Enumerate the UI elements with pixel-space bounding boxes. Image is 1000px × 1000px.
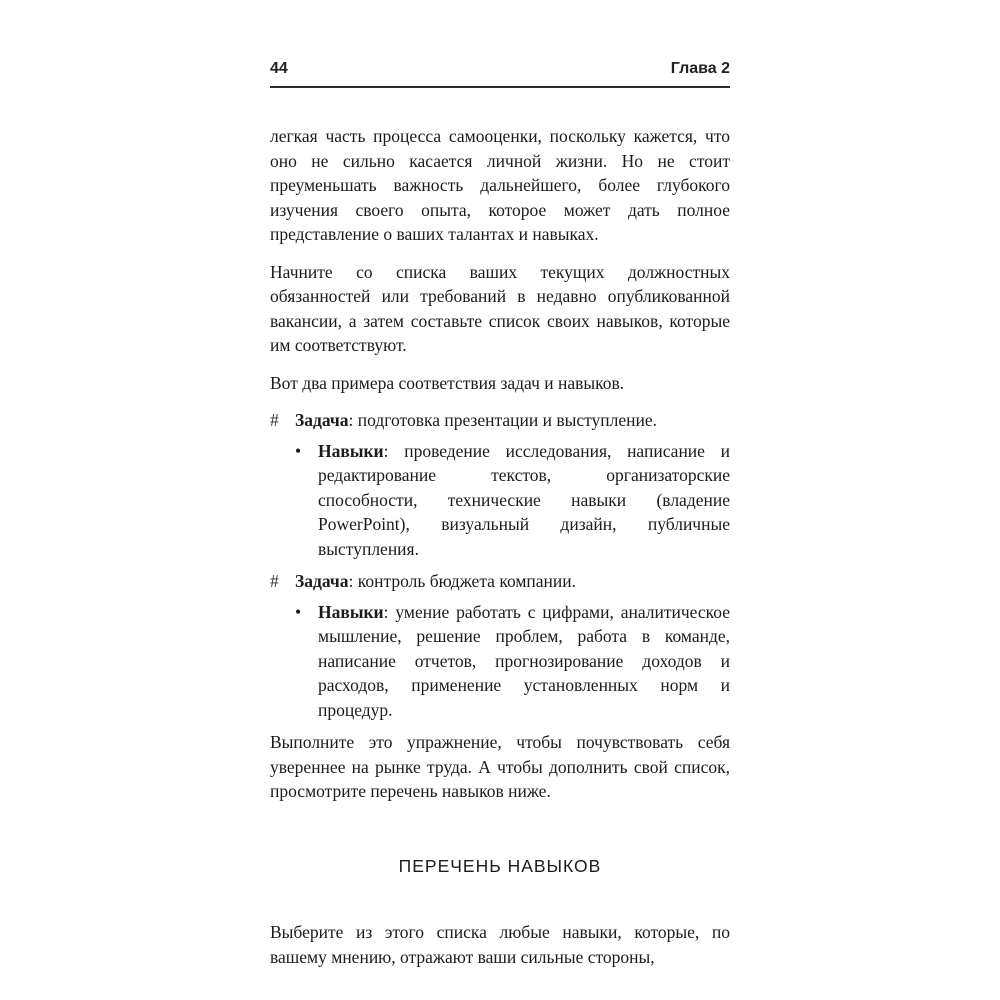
hash-marker: # [270,571,279,591]
paragraph-self-assessment: легкая часть процесса самооценки, поскольку кажется, что оно не сильно касается личной жизни. Но не стоит преуменьшать важность дальнейшего, более глубокого изучения своего опыта, которое может дать полное представление о ваших талантах и навыках. [270,126,730,244]
content-column [270,60,730,969]
task-skill-list [270,408,730,722]
paragraph-two-examples: Вот два примера соответствия задач и навыков. [270,372,625,393]
task-label: Задача [295,410,349,430]
skills-label: Навыки [318,601,384,622]
skills-2-text [318,600,730,723]
skills-label: Навыки [318,440,384,461]
paragraph-do-exercise: Выполните это упражнение, чтобы почувствовать себя увереннее на рынке труда. А чтобы дополнить свой список, просмотрите перечень навыков ниже. [270,732,730,801]
task-2-text [295,569,730,594]
paragraph-choose-skills: Выберите из этого списка любые навыки, которые, по вашему мнению, отражают ваши сильные стороны, [270,922,730,967]
task-1-text [295,408,730,433]
bullet-marker: • [295,440,302,461]
section-heading-skills-list: ПЕРЕЧЕНЬ НАВЫКОВ [398,855,602,876]
paragraph-start-with-list: Начните со списка ваших текущих должностных обязанностей или требований в недавно опубликованной вакансии, а затем составьте список своих навыков, которые им соответствуют. [270,261,730,355]
list-item-task-2 [270,569,730,594]
task-label: Задача [295,571,349,591]
page-header [270,60,730,88]
hash-marker: # [270,410,279,430]
list-item-task-1 [270,408,730,433]
page-number: 44 [270,60,288,77]
skills-1-text [318,439,730,562]
task-description: : подготовка презентации и выступление. [348,410,658,430]
skills-description: : умение работать с цифрами, аналитическое мышление, решение проблем, работа в команде, написание отчетов, прогнозирование доходов и расходов, применение установленных норм и процедур. [318,601,730,720]
body-text [270,124,730,969]
list-item-skills-2 [295,600,730,723]
task-description: : контроль бюджета компании. [348,571,577,591]
skills-description: : проведение исследования, написание и редактирование текстов, организаторские способности, технические навыки (владение PowerPoint), визуальный дизайн, публичные выступления. [318,440,730,559]
bullet-marker: • [295,601,302,622]
list-item-skills-1 [295,439,730,562]
chapter-title: Глава 2 [670,60,730,77]
